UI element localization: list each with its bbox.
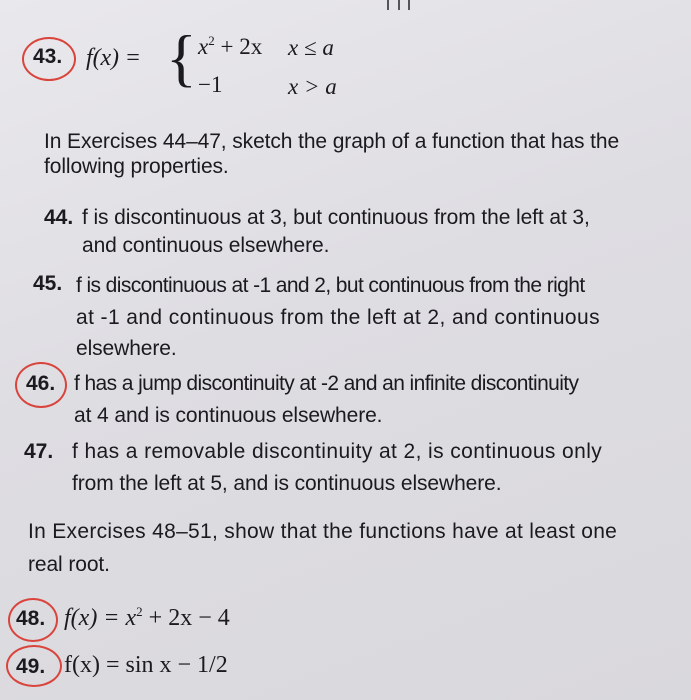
piecewise-case2-expr: −1 [198,72,223,97]
problem-49-expr: f(x) = sin x − 1/2 [64,652,228,678]
sketch-intro-line1: In Exercises 44–47, sketch the graph of a function that has the [44,130,620,153]
problem-48-exp: 2 [136,604,143,619]
exercise-47-number: 47. [24,440,54,463]
cutoff-mark [387,0,389,10]
root-intro-line2: real root. [28,553,110,576]
problem-43-lhs [86,45,141,72]
exercise-47-line1: f has a removable discontinuity at 2, is continuous only [72,440,603,463]
piecewise-case2-cond: x > a [288,74,337,99]
problem-48-lhs: f(x) = x [64,605,137,631]
exercise-44-line2: and continuous elsewhere. [82,234,330,257]
problem-43-number: 43. [33,45,63,68]
sketch-intro-line2: following properties. [44,155,229,178]
problem-43-lhs-text: f(x) = [86,45,141,71]
case1-exp: 2 [208,33,215,48]
piecewise-brace: { [166,22,197,93]
exercise-44-line1: f is discontinuous at 3, but continuous from the left at 3, [82,206,590,229]
case1-base: x [198,34,209,59]
piecewise-case1-expr [198,33,262,60]
exercise-45-line3: elsewhere. [76,337,177,360]
exercise-45-number: 45. [33,272,63,295]
problem-49-number: 49. [16,655,46,678]
exercise-45-line2: at -1 and continuous from the left at 2, and continuous [76,306,600,329]
root-intro-line1: In Exercises 48–51, show that the functions have at least one [28,520,618,543]
piecewise-case1-cond: x ≤ a [288,35,334,60]
exercise-46-line1: f has a jump discontinuity at -2 and an infinite discontinuity [74,372,579,395]
cutoff-mark [408,0,410,10]
case1-rest: + 2x [220,34,263,59]
cutoff-mark [398,0,400,10]
problem-48-number: 48. [16,607,46,630]
exercise-45-line1: f is discontinuous at -1 and 2, but continuous from the right [76,274,585,297]
problem-48-expr [64,604,230,632]
problem-48-rest: + 2x − 4 [148,605,230,631]
exercise-46-line2: at 4 and is continuous elsewhere. [74,404,383,427]
exercise-46-number: 46. [26,372,56,395]
exercise-44-number: 44. [44,206,74,229]
exercise-47-line2: from the left at 5, and is continuous elsewhere. [72,472,502,495]
